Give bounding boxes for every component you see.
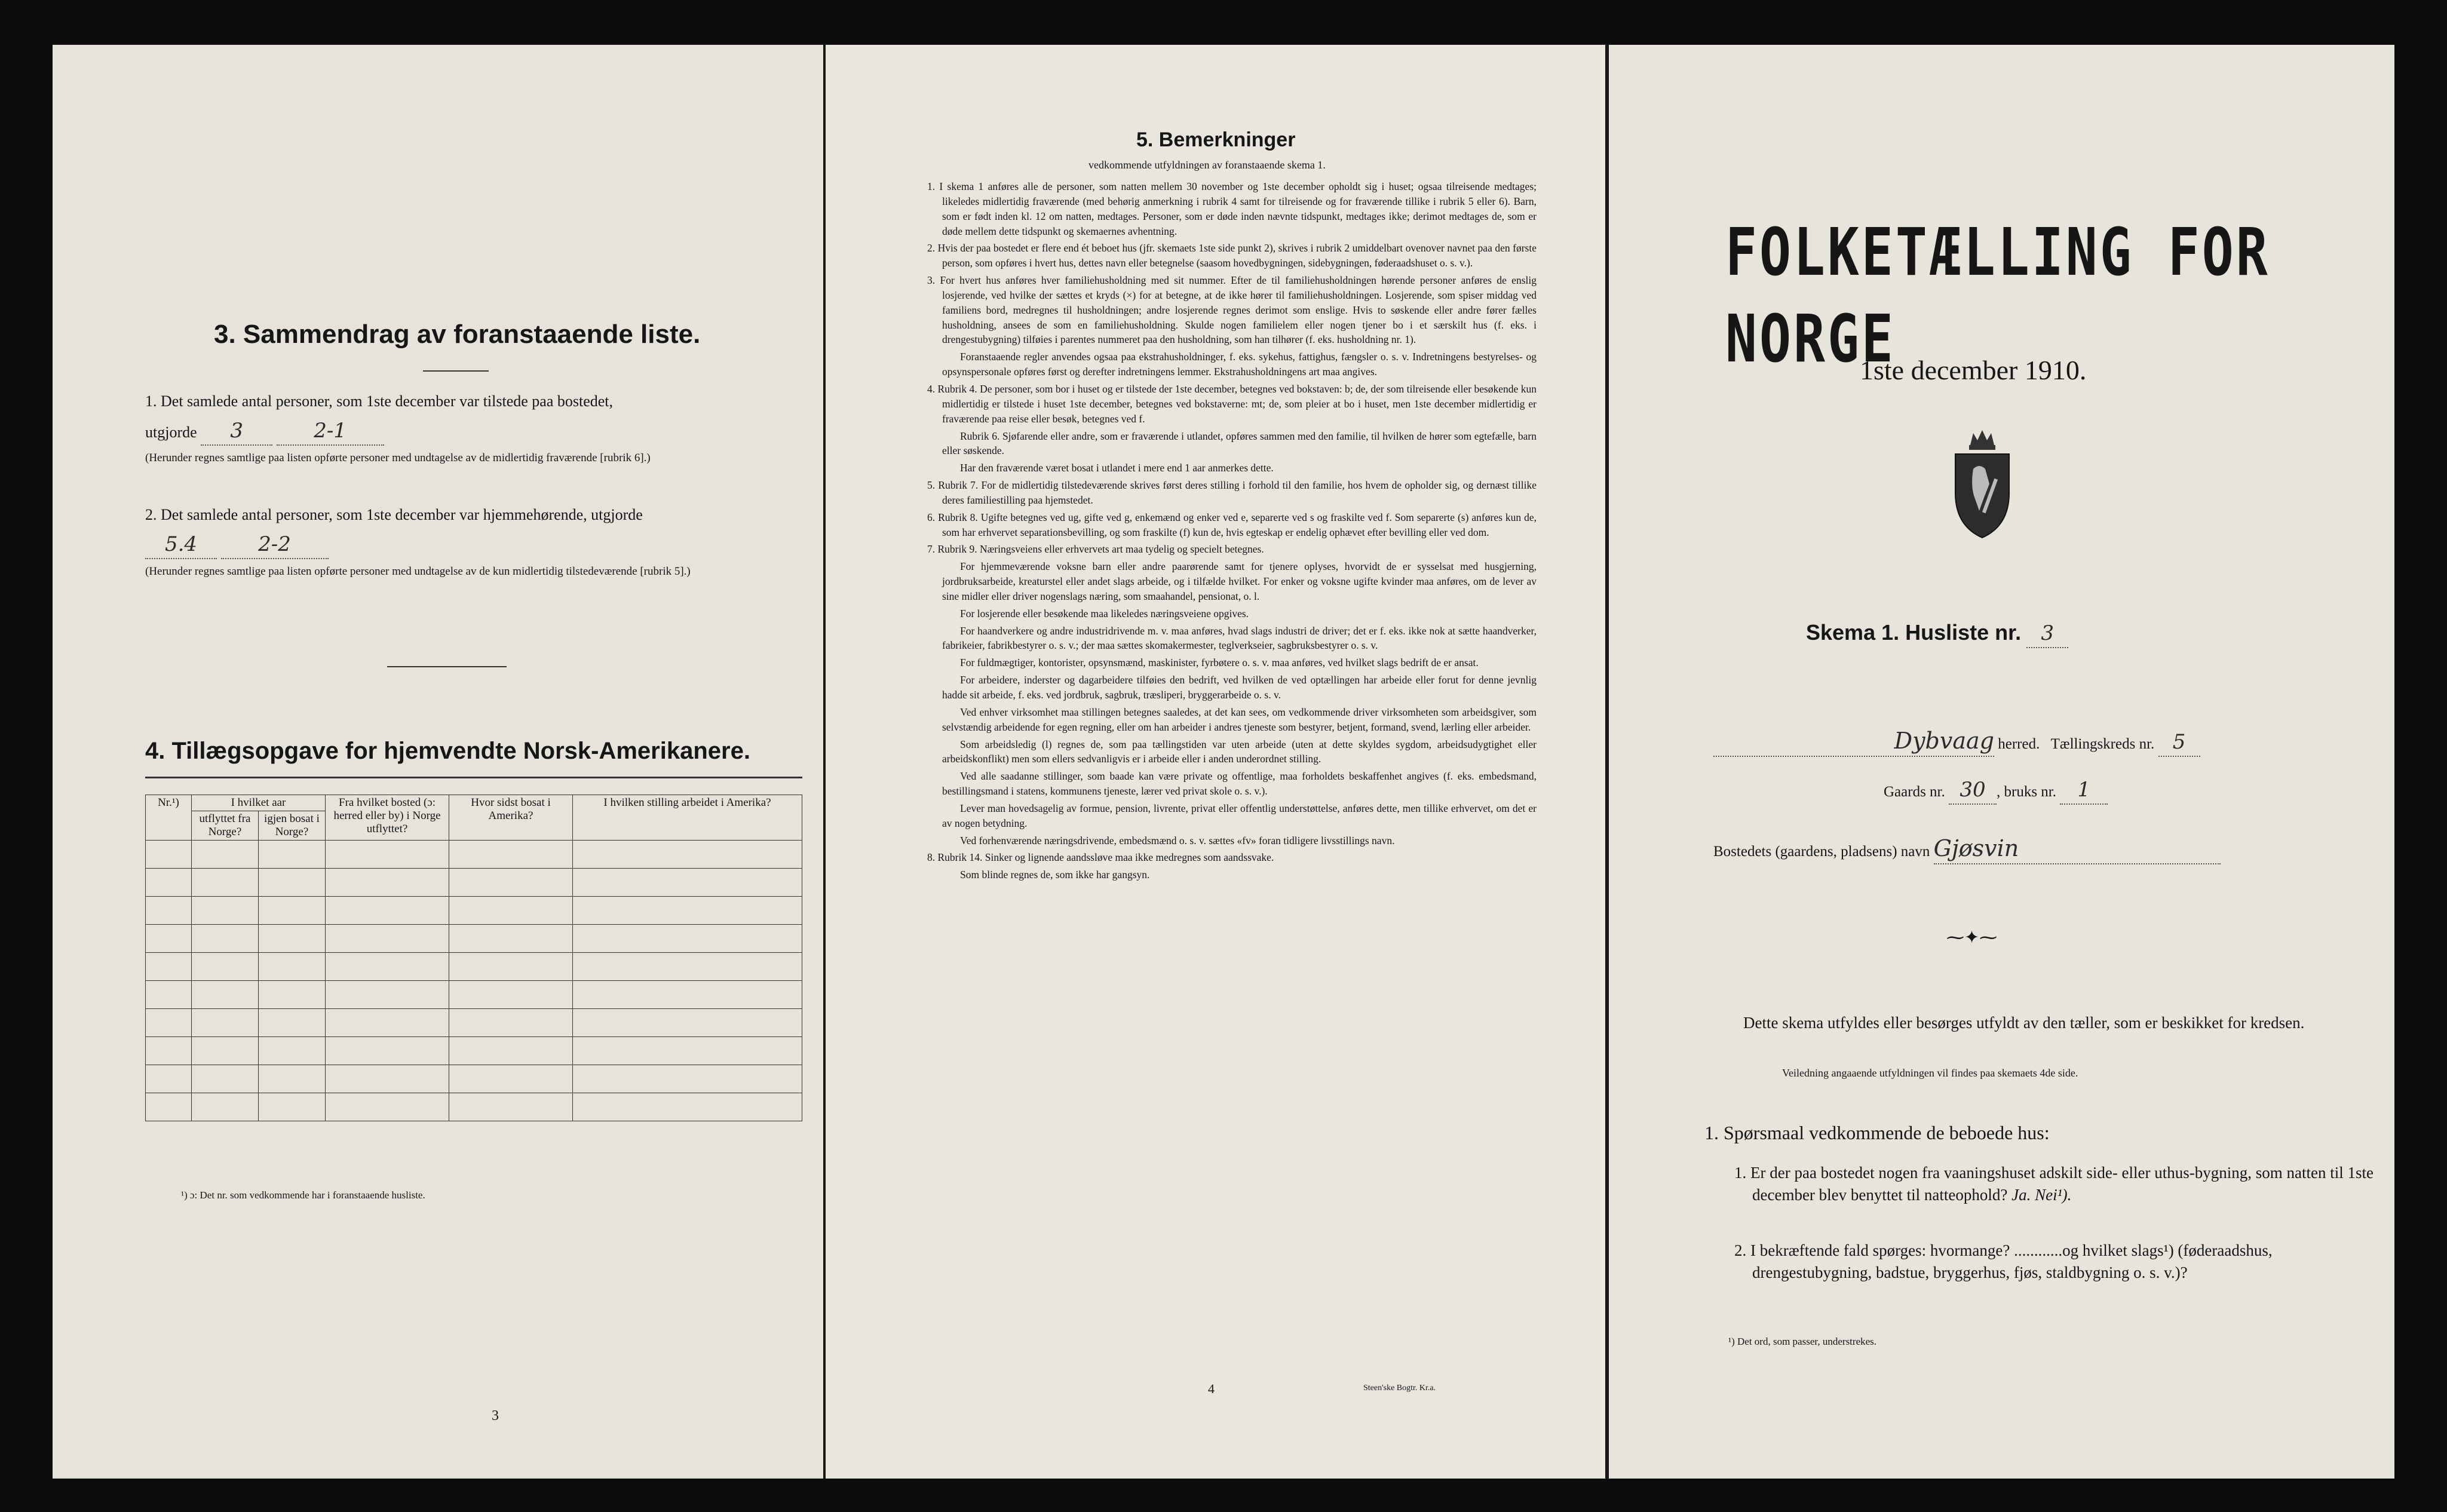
intro-text: Dette skema utfyldes eller besørges utfyldt av den tæller, som er beskikket for kredsen. — [1743, 1014, 2305, 1032]
table-row — [146, 897, 802, 925]
remark-paragraph: Ved enhver virksomhet maa stillingen betegnes saaledes, at det kan sees, om vedkommende driver virksomheten som arbeidsgiver, som selvstændig arbeidende for egen regning, eller om han arbeider i andres tjeneste som bestyrer, betjent, formand, svend, lærling eller arbeider. — [942, 706, 1537, 733]
kreds-label: Tællingskreds nr. — [2050, 736, 2155, 752]
census-main-title: FOLKETÆLLING FOR NORGE — [1725, 213, 2270, 378]
remark-paragraph: Lever man hovedsagelig av formue, pension, livrente, privat eller offentlig understøttelse, anføres dette, men tillike erhvervet, om det er av nogen betydning. — [942, 802, 1537, 829]
bruk-label: , bruks nr. — [1997, 784, 2056, 800]
bosted-value: Gjøsvin — [1934, 833, 2221, 864]
table-row — [146, 981, 802, 1009]
remark-paragraph: Rubrik 6. Sjøfarende eller andre, som er fraværende i utlandet, opføres sammen med den familie, til hvilken de hører som egtefælle, barn eller søskende. — [942, 430, 1537, 457]
table-row — [146, 925, 802, 953]
present-count: 3 — [201, 418, 272, 446]
remark-paragraph: Ved forhenværende næringsdrivende, embedsmænd o. s. v. sættes «fv» foran tidligere livsstillings navn. — [960, 834, 1395, 847]
bosted-label: Bostedets (gaardens, pladsens) navn — [1713, 844, 1930, 860]
page-number: 3 — [492, 1408, 499, 1424]
printer-imprint: Steen'ske Bogtr. Kr.a. — [1363, 1384, 1436, 1393]
section-3-title: 3. Sammendrag av foranstaaende liste. — [214, 320, 701, 349]
remark-paragraph: 1. I skema 1 anføres alle de personer, som natten mellem 30 november og 1ste december opholdt sig i huset; ogsaa tilreisende medtages; likeledes midlertidig fraværende (med behørig anmerkning i rubrik 4 samt for tilreisende og for fraværende tillike i rubrik 5 eller 6). Barn, som er født inden kl. 12 om natten, medtages. Personer, som er døde inden nævnte tidspunkt, medtages ikke; derimot medtages de, som er døde mellem dette tidspunkt og skemaernes avhentning. — [927, 180, 1537, 237]
item-note: (Herunder regnes samtlige paa listen opførte personer med undtagelse av de midlertidig fraværende [rubrik 6].) — [145, 452, 651, 465]
footnote: ¹) ɔ: Det nr. som vedkommende har i foranstaaende husliste. — [181, 1189, 425, 1201]
table-row — [146, 1093, 802, 1121]
resident-count: 5.4 — [145, 531, 217, 559]
remarks-title: 5. Bemerkninger — [1136, 128, 1296, 151]
table-row — [146, 841, 802, 869]
remark-paragraph: 2. Hvis der paa bostedet er flere end ét beboet hus (jfr. skemaets 1ste side punkt 2), skrives i rubrik 2 umiddelbart ovenover navnet paa den første person, som opføres i hvert hus, dettes navn eller betegnelse (saasom hovedbygningen, sidebygningen, føderaadshuset o. s. v.). — [927, 242, 1537, 269]
col-sidst-bosat: Hvor sidst bosat i Amerika? — [449, 795, 573, 841]
gaard-value: 30 — [1949, 777, 1997, 805]
col-fra-bosted: Fra hvilket bosted (ɔ: herred eller by) i Norge utflyttet? — [326, 795, 449, 841]
table-row — [146, 953, 802, 981]
remark-paragraph: For fuldmægtiger, kontorister, opsynsmænd, maskinister, fyrbøtere o. s. v. maa anføres, ved hvilket slags bedrift de er ansat. — [960, 657, 1479, 669]
herred-label: herred. — [1998, 736, 2040, 752]
husliste-number: 3 — [2026, 620, 2068, 648]
item-text: 2. Det samlede antal personer, som 1ste december var hjemmehørende, utgjorde — [145, 506, 643, 523]
remark-paragraph: For haandverkere og andre industridrivende m. v. maa anføres, hvad slags industri de driver; det er f. eks. ikke nok at sætte haandverker, fabrikeier, fabrikbestyrer o. s. v.; der maa sættes skomakermester, teglverkseier, sagbruksbestyrer o. s. v. — [942, 624, 1537, 652]
norsk-amerikaner-table — [145, 795, 802, 1121]
remark-paragraph: Ved alle saadanne stillinger, som baade kan være private og offentlige, maa forholdets beskaffenhet angives (f. eks. embedsmand, bestillingsmand i statens, kommunens tjeneste, lærer ved privat skole o. s. v.). — [942, 770, 1537, 798]
page-fold — [1606, 45, 1608, 1479]
remark-paragraph: 8. Rubrik 14. Sinker og lignende aandssløve maa ikke medregnes som aandssvake. — [927, 851, 1274, 864]
question-heading: 1. Spørsmaal vedkommende de beboede hus: — [1704, 1122, 2050, 1143]
skema-line — [1806, 618, 2068, 648]
herred-value: Dybvaag — [1713, 726, 1994, 757]
item-note: (Herunder regnes samtlige paa listen opførte personer med undtagelse av de kun midlertidig tilstedeværende [rubrik 5].) — [145, 565, 691, 578]
census-date: 1ste december 1910. — [1860, 355, 2087, 385]
page-summary — [53, 45, 823, 1479]
question-1-text: 1. Er der paa bostedet nogen fra vaaningshuset adskilt side- eller uthus-bygning, som natten til 1ste december blev benyttet til natteophold? — [1734, 1164, 2374, 1204]
col-igjen-bosat: igjen bosat i Norge? — [259, 811, 326, 841]
remark-paragraph: 5. Rubrik 7. For de midlertidig tilstedeværende skrives først deres stilling i forhold til den familie, hos hvem de opholder sig, og dernæst tillike deres familiestilling paa hjemstedet. — [927, 479, 1537, 506]
question-1-answer: Ja. Nei¹). — [2011, 1185, 2072, 1204]
remark-paragraph: Har den fraværende været bosat i utlandet i mere end 1 aar anmerkes dette. — [960, 462, 1274, 474]
present-split: 2-1 — [277, 418, 384, 446]
summary-item-present — [145, 391, 802, 466]
col-stilling: I hvilken stilling arbeidet i Amerika? — [573, 795, 802, 841]
item-text: 1. Det samlede antal personer, som 1ste december var tilstede paa bostedet, — [145, 392, 614, 410]
skema-label: Skema 1. Husliste nr. — [1806, 620, 2022, 645]
table-row — [146, 1037, 802, 1065]
col-nr: Nr.¹) — [146, 795, 192, 841]
table-row — [146, 869, 802, 897]
remark-paragraph: Som blinde regnes de, som ikke har gangsyn. — [960, 869, 1150, 881]
remark-paragraph: For arbeidere, inderster og dagarbeidere tilføies den bedrift, ved hvilken de ved optællingen har arbeide eller forut for denne jevnlig hadde sit arbeide, f. eks. ved jordbruk, sagbruk, træsliperi, bryggerarbeide o. s. v. — [942, 674, 1537, 701]
divider — [387, 666, 507, 667]
guidance-note: Veiledning angaaende utfyldningen vil findes paa skemaets 4de side. — [1782, 1067, 2078, 1079]
remark-paragraph: 4. Rubrik 4. De personer, som bor i huset og er tilstede der 1ste december, betegnes ved bokstaven: b; de, der som tilreisende eller besøkende kun midlertidig er tilstede i huset 1ste december, betegnes ved bokstaverne: mt; de, som pleier at bo i huset, men 1ste december midlertidig er fraværende paa reise eller besøk, betegnes ved f. — [927, 382, 1537, 425]
divider — [145, 777, 802, 778]
summary-item-resident — [145, 505, 802, 579]
section-4-title: 4. Tillægsopgave for hjemvendte Norsk-Amerikanere. — [145, 738, 750, 764]
remark-paragraph: Som arbeidsledig (l) regnes de, som paa tællingstiden var uten arbeide (uten at dette skyldes sygdom, arbeidsudygtighet eller arbeidskonflikt) men som ellers sedvanligvis er i arbeide eller i anden underordnet stilling. — [942, 738, 1537, 765]
remarks-subtitle: vedkommende utfyldningen av foranstaaende skema 1. — [1088, 159, 1326, 171]
remark-paragraph: Foranstaaende regler anvendes ogsaa paa ekstrahusholdninger, f. eks. sykehus, fattighus, fængsler o. s. v. Indretningens bestyrelses- og opsynspersonale opføres først og derefter indretningens lemmer. Ekstrahusholdningens art maa angives. — [942, 351, 1537, 378]
question-2: 2. I bekræftende fald spørges: hvormange? ............og hvilket slags¹) (føderaadshus, drengestubygning, badstue, bryggerhus, fjøs, staldbygning o. s. v.)? — [1734, 1241, 2273, 1281]
remark-paragraph: 7. Rubrik 9. Næringsveiens eller erhvervets art maa tydelig og specielt betegnes. — [927, 543, 1264, 556]
table-row — [146, 1065, 802, 1093]
remarks-body — [927, 179, 1537, 885]
herred-line — [1713, 726, 2200, 757]
resident-split: 2-2 — [221, 531, 329, 559]
gaard-label: Gaards nr. — [1884, 784, 1945, 800]
page-remarks — [826, 45, 1605, 1479]
coat-of-arms-icon — [1946, 427, 2018, 541]
item-lead: utgjorde — [145, 424, 197, 441]
question-1 — [1734, 1162, 2374, 1206]
bosted-line — [1713, 833, 2221, 864]
page-cover — [1609, 45, 2394, 1479]
col-year-group: I hvilket aar — [192, 795, 326, 811]
remark-paragraph: 6. Rubrik 8. Ugifte betegnes ved ug, gifte ved g, enkemænd og enker ved e, separerte ved s og fraskilte ved f. Som separerte (s) anføres kun de, som har erhvervet separationsbevilling, og som fraskilte (f) kun de, hvis egteskap er endelig ophævet efter bevilling eller ved dom. — [927, 511, 1537, 538]
col-utflyttet: utflyttet fra Norge? — [192, 811, 259, 841]
table-row — [146, 1009, 802, 1037]
gaard-line — [1884, 777, 2108, 805]
footnote: ¹) Det ord, som passer, understrekes. — [1728, 1336, 1877, 1347]
remark-paragraph: For losjerende eller besøkende maa likeledes næringsveiene opgives. — [960, 607, 1249, 619]
remark-paragraph: 3. For hvert hus anføres hver familiehusholdning med sit nummer. Efter de til familiehusholdningen hørende personer anføres de enslig losjerende, ved hvilke der sættes et kryds (×) for at betegne, at de ikke hører til familiehusholdningen. Losjerende, som spiser middag ved familiens bord, medregnes til husholdningen; andre losjerende regnes derimot som enslige. Hvis to søskende eller andre fører fælles husholdning, ansees de som en familiehusholdning. Skulde nogen familielem eller nogen tjener bo i et særskilt hus (f. eks. i drengestubygning) tilføies i parentes nummeret paa den husholdning, som han tilhører (f. eks. husholdning nr. 1). — [927, 274, 1537, 346]
remark-paragraph: For hjemmeværende voksne barn eller andre paarørende samt for tjenere oplyses, hvorvidt de er sysselsat med husgjerning, jordbruksarbeide, kreaturstel eller andet slags arbeide, og i tilfælde hvilket. For enker og voksne ugifte kvinder maa anføres, om de lever av sine midler eller driver nogenslags næring, som smaahandel, pensionat, o. l. — [942, 560, 1537, 602]
page-number: 4 — [1208, 1381, 1215, 1396]
kreds-value: 5 — [2158, 729, 2200, 757]
divider — [423, 370, 489, 372]
ornament: ⁓✦⁓ — [1946, 928, 1998, 947]
bruk-value: 1 — [2060, 777, 2108, 805]
